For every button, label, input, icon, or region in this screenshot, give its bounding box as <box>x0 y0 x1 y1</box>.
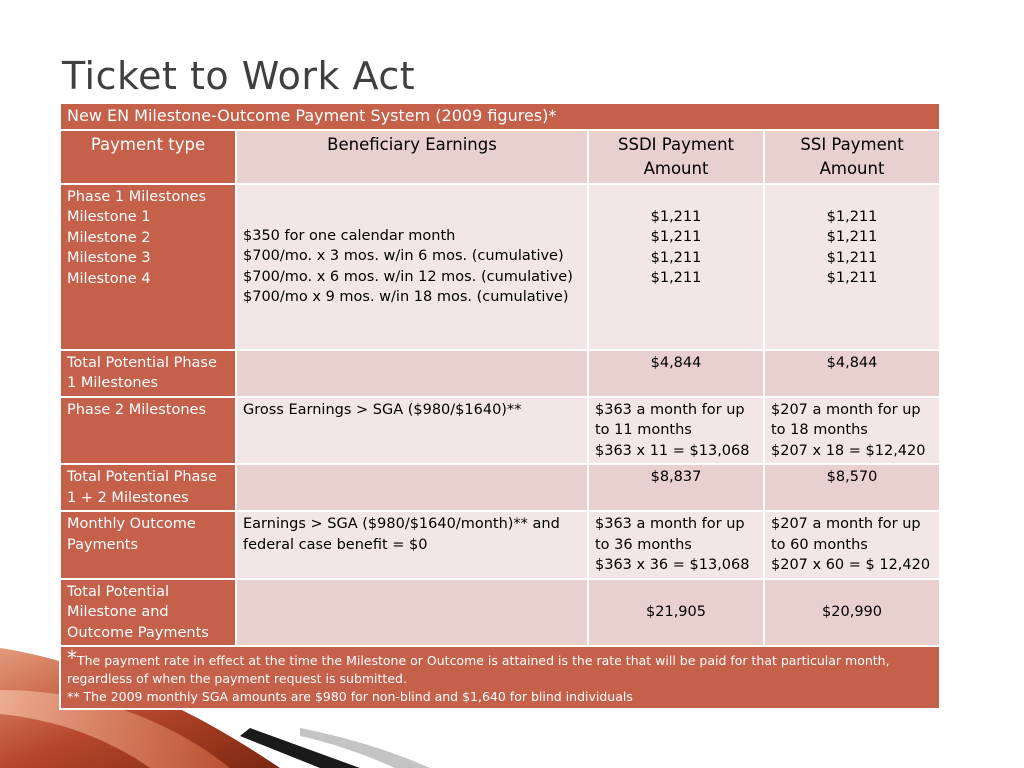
ssi-cell: $20,990 <box>764 579 940 647</box>
cell-line: Milestone 1 <box>67 209 151 225</box>
cell-line: $207 x 60 = $ 12,420 <box>771 557 931 573</box>
footnote-asterisk: * <box>67 646 77 670</box>
cell-line: Milestone 2 <box>67 229 151 246</box>
column-header-row <box>60 130 940 184</box>
ssdi-cell <box>588 184 764 350</box>
cell-line: Milestone 3 <box>67 250 151 266</box>
ssi-cell <box>764 184 940 350</box>
footnote-cell <box>60 646 940 709</box>
slide-title: Ticket to Work Act <box>62 54 416 98</box>
payment-type-cell <box>60 184 236 350</box>
payment-type-cell: Total Potential Phase 1 Milestones <box>60 350 236 397</box>
cell-line: $1,211 <box>650 249 702 266</box>
cell-line: $1,211 <box>826 270 878 286</box>
earnings-cell <box>236 579 588 647</box>
earnings-cell: Gross Earnings > SGA ($980/$1640)** <box>236 397 588 465</box>
cell-line: $1,211 <box>826 229 878 245</box>
cell-line: Phase 1 Milestones <box>67 188 207 205</box>
cell-line: $363 x 36 = $13,068 <box>595 557 750 573</box>
cell-line: $207 x 18 = $12,420 <box>771 442 926 459</box>
cell-line: $363 a month for up to 36 months <box>595 516 745 553</box>
ssdi-cell <box>588 397 764 465</box>
cell-line: $207 a month for up to 18 months <box>771 401 921 438</box>
ssdi-cell: $8,837 <box>588 464 764 511</box>
table-row <box>60 579 940 647</box>
ssi-cell <box>764 397 940 465</box>
footnote-text: The payment rate in effect at the time the Milestone or Outcome is attained is the rate that will be paid for that particular month, regardless of when the payment request is submitted. <box>67 653 890 686</box>
cell-line: $700/mo x 9 mos. w/in 18 mos. (cumulative) <box>243 289 569 305</box>
cell-line: $350 for one calendar month <box>243 227 456 244</box>
cell-line: $1,211 <box>650 208 702 225</box>
column-header-payment-type: Payment type <box>60 130 236 184</box>
cell-line: $700/mo. x 3 mos. w/in 6 mos. (cumulative) <box>243 248 564 264</box>
earnings-cell: Earnings > SGA ($980/$1640/month)** and federal case benefit = $0 <box>236 511 588 579</box>
footnote-sga: ** The 2009 monthly SGA amounts are $980 for non-blind and $1,640 for blind individuals <box>67 689 633 704</box>
table-row <box>60 184 940 350</box>
column-header-ssdi: SSDI Payment Amount <box>588 130 764 184</box>
ssdi-cell: $21,905 <box>588 579 764 647</box>
ssi-cell: $4,844 <box>764 350 940 397</box>
cell-line: $1,211 <box>826 208 878 225</box>
table-row <box>60 464 940 511</box>
cell-line: $363 x 11 = $13,068 <box>595 442 750 459</box>
payment-type-cell: Total Potential Milestone and Outcome Payments <box>60 579 236 647</box>
cell-line: Milestone 4 <box>67 270 151 287</box>
payment-type-cell: Phase 2 Milestones <box>60 397 236 465</box>
cell-line: $363 a month for up to 11 months <box>595 401 745 438</box>
ssi-cell: $8,570 <box>764 464 940 511</box>
cell-line: $1,211 <box>650 229 702 245</box>
ssdi-cell <box>588 511 764 579</box>
column-header-beneficiary-earnings: Beneficiary Earnings <box>236 130 588 184</box>
column-header-ssi: SSI Payment Amount <box>764 130 940 184</box>
table-row <box>60 397 940 465</box>
cell-line: $207 a month for up to 60 months <box>771 516 921 553</box>
cell-line: $1,211 <box>650 270 702 286</box>
cell-line: $1,211 <box>826 249 878 266</box>
payment-type-cell: Monthly Outcome Payments <box>60 511 236 579</box>
earnings-cell <box>236 184 588 350</box>
ssdi-cell: $4,844 <box>588 350 764 397</box>
cell-line: $700/mo. x 6 mos. w/in 12 mos. (cumulative) <box>243 268 573 285</box>
table-header: New EN Milestone-Outcome Payment System (2009 figures)* <box>60 103 940 130</box>
payment-type-cell: Total Potential Phase 1 + 2 Milestones <box>60 464 236 511</box>
payment-table <box>59 102 941 710</box>
table-row <box>60 350 940 397</box>
table-row <box>60 511 940 579</box>
earnings-cell <box>236 350 588 397</box>
earnings-cell <box>236 464 588 511</box>
ssi-cell <box>764 511 940 579</box>
footnote-row <box>60 646 940 709</box>
table-header-row <box>60 103 940 130</box>
